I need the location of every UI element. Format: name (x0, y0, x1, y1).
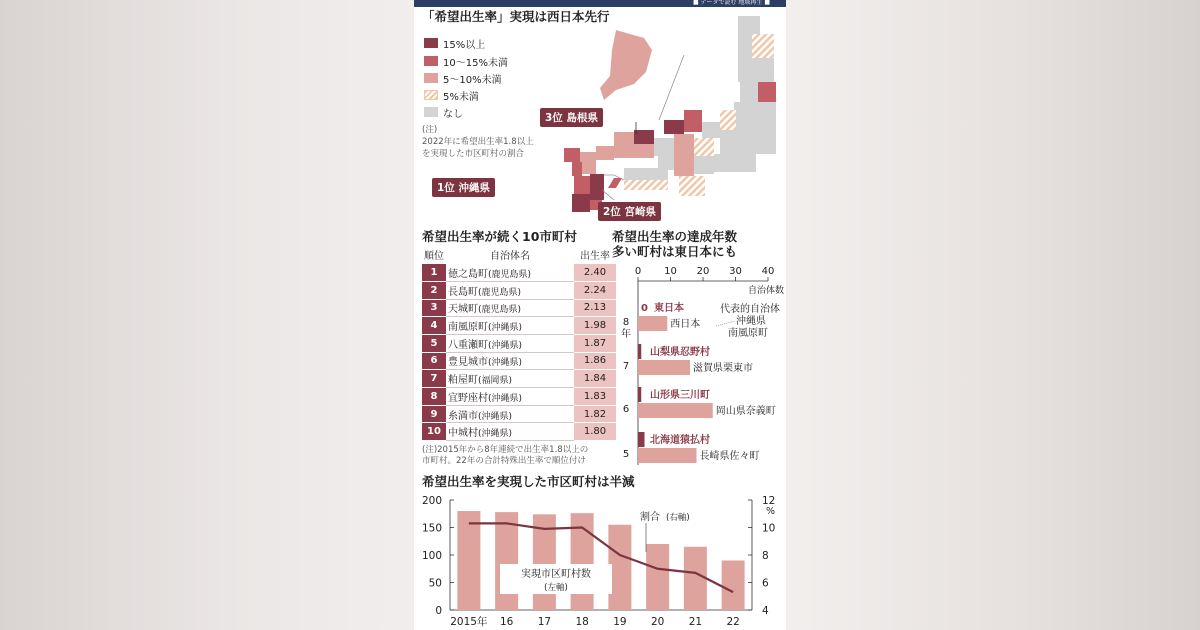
legend-item-10-15 (424, 55, 508, 67)
count-bar (457, 511, 480, 610)
legend-swatch (424, 56, 438, 66)
table-row: 3 天城町(鹿児島県) 2.13 (422, 299, 616, 317)
x-tick-label: 18 (575, 616, 589, 628)
legend-item-none (424, 106, 463, 118)
infographic-panel (414, 0, 786, 630)
rank2-badge: 2位 宮崎県 (598, 202, 661, 221)
legend-swatch-hatched (424, 90, 438, 100)
west-bar (638, 316, 667, 331)
line-series-label: 割合 (640, 512, 660, 523)
east-rep-label: 北海道猿払村 (650, 435, 710, 446)
right-unit-label: % (766, 506, 776, 517)
x-unit-label: 自治体数 (747, 286, 784, 296)
west-rep-label: 長崎県佐々町 (699, 451, 760, 462)
east-rep-label: 山梨県忍野村 (650, 347, 710, 358)
legend-swatch (424, 38, 438, 48)
map-note-line2: を実現した市区町村の割合 (422, 149, 525, 159)
rep-title: 代表的自治体 (720, 304, 780, 315)
west-rep-label: 岡山県奈義町 (715, 406, 776, 417)
legend-label: 15%以上 (443, 39, 486, 51)
y-unit-label: 年 (621, 329, 631, 340)
legend-label: 5～10%未満 (443, 74, 502, 86)
x-tick-label: 17 (537, 616, 552, 628)
map-title: 「希望出生率」実現は西日本先行 (422, 9, 610, 24)
table-row: 10 中城村(沖縄県) 1.80 (422, 423, 616, 441)
right-tick-label: 4 (762, 605, 769, 617)
map-note-label: (注) (422, 125, 438, 135)
count-bar (684, 547, 707, 610)
col-rank-header: 順位 (424, 251, 444, 263)
x-tick-label: 40 (761, 266, 775, 277)
count-bar (646, 544, 669, 610)
ranking-note-line2: 市町村。22年の合計特殊出生率で順位付け (422, 456, 586, 466)
west-rep-label: 滋賀県栗東市 (693, 363, 753, 374)
east-zero-label: 0 (641, 303, 648, 314)
table-row: 2 長島町(鹿児島県) 2.24 (422, 281, 616, 299)
east-bar (638, 432, 645, 447)
years-chart-subtitle: 多い町村は東日本にも (612, 244, 738, 259)
east-label: 東日本 (654, 303, 684, 314)
table-row: 9 糸満市(沖縄県) 1.82 (422, 405, 616, 423)
right-tick-label: 6 (762, 577, 769, 590)
legend-label: なし (443, 108, 463, 120)
x-tick-label: 2015年 (450, 616, 488, 628)
legend-item-under5 (424, 89, 479, 101)
ranking-title: 希望出生率が続く10市町村 (422, 229, 577, 244)
legend-item-15plus (424, 37, 485, 49)
okinawa-shape (608, 178, 622, 188)
x-tick-label: 20 (696, 266, 710, 277)
years-chart-title: 希望出生率の達成年数 (612, 229, 738, 244)
right-tick-label: 10 (762, 522, 776, 535)
x-tick-label: 21 (688, 616, 703, 628)
table-row: 4 南風原町(沖縄県) 1.98 (422, 317, 616, 335)
rep-leader-line (716, 321, 735, 326)
left-tick-label: 200 (421, 495, 442, 507)
left-tick-label: 0 (435, 605, 442, 617)
count-bar (495, 512, 518, 610)
east-rep-label: 山形県三川町 (650, 390, 710, 401)
halved-chart-title: 希望出生率を実現した市区町村は半減 (422, 474, 635, 489)
x-tick-label: 30 (729, 266, 742, 277)
halved-combo-chart (414, 490, 786, 630)
table-row: 5 八重瀬町(沖縄県) 1.87 (422, 334, 616, 352)
table-row: 8 宜野座村(沖縄県) 1.83 (422, 388, 616, 406)
y-category-label: 6 (622, 404, 630, 415)
tohoku-shapes (734, 16, 776, 126)
legend-label: 5%未満 (443, 91, 479, 103)
east-bar (638, 344, 641, 359)
y-category-label: 7 (622, 361, 630, 372)
line-axis-label: (右軸) (666, 513, 690, 523)
x-tick-label: 22 (726, 616, 740, 628)
legend-item-5-10 (424, 72, 502, 84)
table-row: 6 豊見城市(沖縄県) 1.86 (422, 352, 616, 370)
x-tick-label: 20 (650, 616, 665, 628)
bar-series-label: 実現市区町村数 (521, 569, 591, 580)
x-tick-label: 10 (664, 266, 677, 277)
years-bar-chart (604, 260, 786, 470)
legend-label: 10～15%未満 (443, 57, 508, 69)
left-tick-label: 150 (421, 522, 442, 535)
col-rate-header: 出生率 (580, 251, 610, 263)
source-label: ■ データで読む 地域再生 ■ (692, 0, 770, 6)
rep-value-line1: 沖縄県 (736, 316, 766, 327)
rank3-badge: 3位 島根県 (540, 108, 603, 127)
x-tick-label: 19 (613, 616, 627, 628)
map-note-line1: 2022年に希望出生率1.8以上 (422, 137, 534, 147)
x-tick-label: 16 (499, 616, 514, 628)
east-bar (638, 387, 641, 402)
legend-swatch (424, 107, 438, 117)
rank1-badge: 1位 沖縄県 (432, 178, 495, 197)
right-tick-label: 8 (762, 550, 769, 562)
hokkaido-shape (600, 30, 652, 100)
table-row: 1 徳之島町(鹿児島県) 2.40 (422, 264, 616, 282)
left-tick-label: 50 (428, 577, 442, 590)
rep-value-line2: 南風原町 (728, 328, 768, 339)
left-tick-label: 100 (421, 550, 442, 562)
ranking-note-line1: (注)2015年から8年連続で出生率1.8以上の (422, 445, 589, 455)
bar-axis-label: (左軸) (544, 583, 568, 593)
legend-swatch (424, 73, 438, 83)
count-bar (722, 561, 745, 611)
table-row: 7 粕屋町(福岡県) 1.84 (422, 370, 616, 388)
x-tick-label: 0 (634, 266, 642, 277)
west-bar (638, 448, 697, 463)
col-name-header: 自治体名 (490, 251, 530, 263)
west-bar (638, 403, 713, 418)
y-category-label: 8 (622, 317, 630, 328)
top-bar (414, 0, 786, 7)
y-category-label: 5 (622, 449, 630, 460)
west-label: 西日本 (670, 319, 701, 330)
right-tick-label: 12 (762, 495, 776, 507)
ranking-table (422, 246, 616, 441)
west-bar (638, 360, 690, 375)
